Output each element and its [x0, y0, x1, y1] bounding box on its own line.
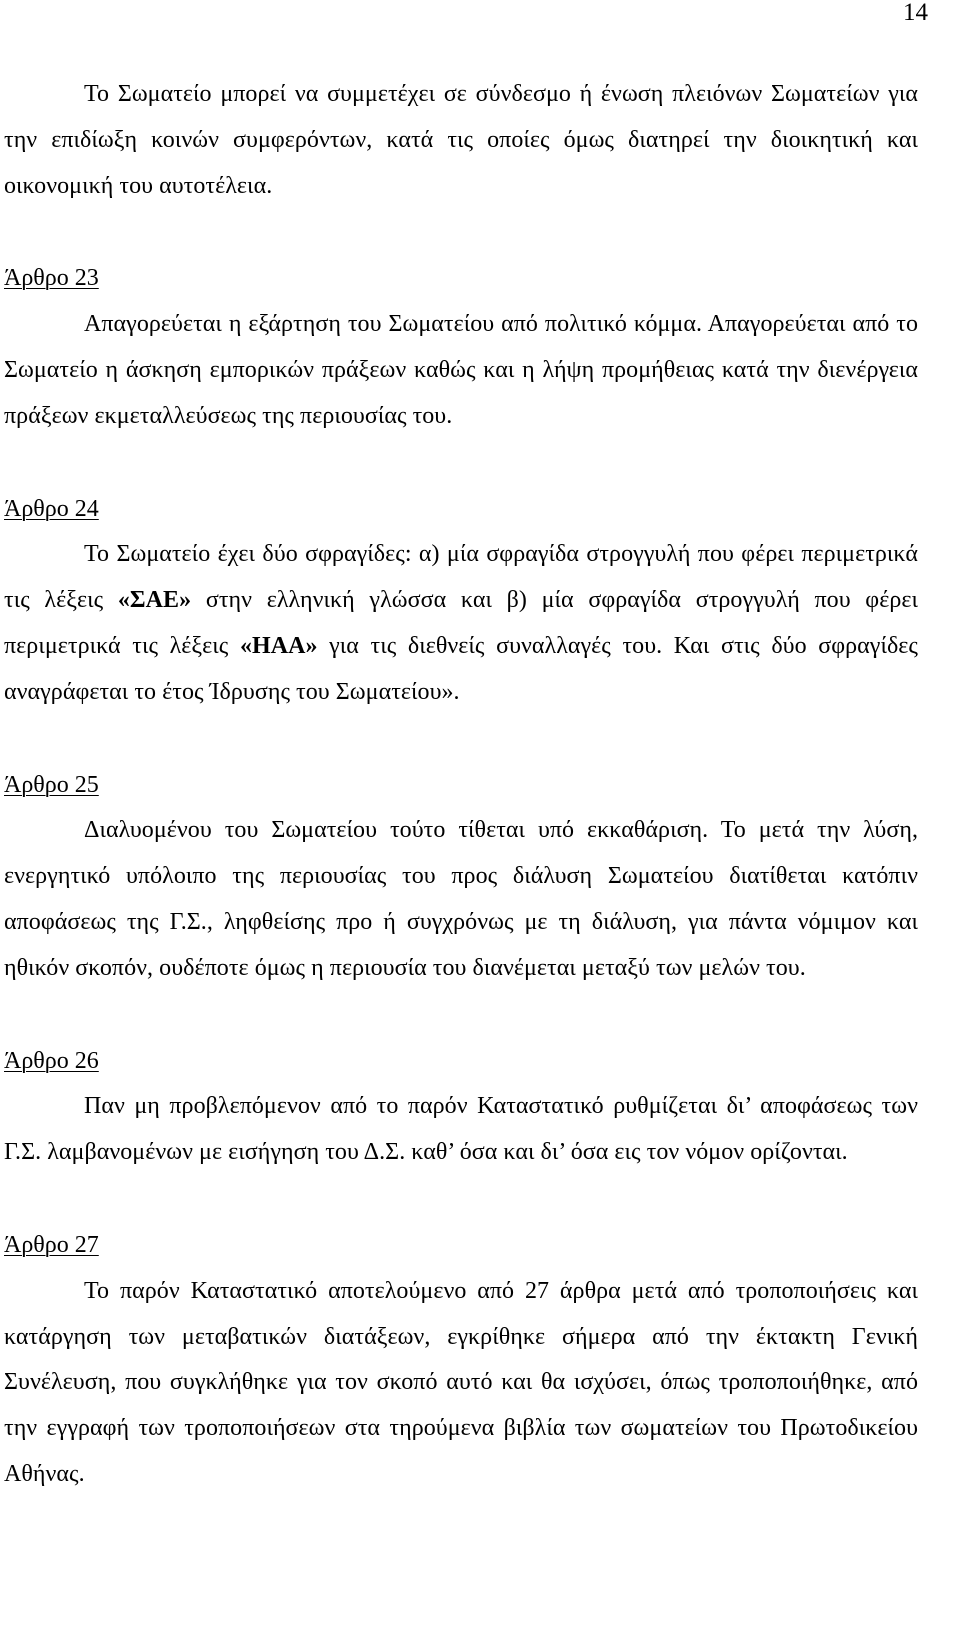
seal-name-international: «HAA»: [239, 632, 318, 659]
section-gap: [4, 209, 918, 256]
article-text-part: στην ελληνική γλώσσα και β) μία σφραγίδα στρογγυλή που φέρει περιμετρικά τις λέξεις: [4, 587, 918, 659]
section-gap: [4, 716, 918, 763]
article-heading: Άρθρο 23: [4, 265, 99, 292]
article-text-part: Το Σωματείο έχει δύο σφραγίδες: α) μία σφραγίδα στρογγυλή που φέρει περιμετρικά τις λέξεις: [4, 541, 918, 614]
article-25: [4, 763, 918, 992]
article-heading: Άρθρο 26: [4, 1047, 99, 1074]
intro-paragraph: Το Σωματείο μπορεί να συμμετέχει σε σύνδεσμο ή ένωση πλειόνων Σωματείων για την επιδίωξη κοινών συμφερόντων, κατά τις οποίες όμως διατηρεί την διοικητική και οικονομική του αυτοτέλεια.: [4, 81, 918, 199]
section-gap: [4, 1176, 918, 1223]
article-text: Απαγορεύεται η εξάρτηση του Σωματείου από πολιτικό κόμμα. Απαγορεύεται από το Σωματείο η άσκηση εμπορικών πράξεων καθώς και η λήψη προμήθειας κατά την διενέργεια πράξεων εκμεταλλεύσεως της περιουσίας του.: [4, 311, 918, 429]
section-gap: [4, 440, 918, 487]
article-27: [4, 1223, 918, 1498]
article-text-part: για τις διεθνείς συναλλαγές του. Και στις δύο σφραγίδες αναγράφεται το έτος Ίδρυσης του Σωματείου».: [4, 632, 918, 705]
article-26: [4, 1039, 918, 1176]
article-23: [4, 256, 918, 439]
seal-name-greek: «ΣΑΕ»: [117, 587, 192, 614]
article-text: Το παρόν Καταστατικό αποτελούμενο από 27 άρθρα μετά από τροποποιήσεις και κατάργηση των μεταβατικών διατάξεων, εγκρίθηκε σήμερα από την έκτακτη Γενική Συνέλευση, που συγκλήθηκε για τον σκοπό αυτό και θα ισχύσει, όπως τροποποιήθηκε, από την εγγραφή των τροποποιήσεων στα τηρούμενα βιβλία των σωματείων του Πρωτοδικείου Αθήνας.: [4, 1277, 918, 1487]
document-body: [4, 72, 918, 1498]
article-text: Παν μη προβλεπόμενον από το παρόν Καταστατικό ρυθμίζεται δι’ αποφάσεως των Γ.Σ. λαμβανομένων με εισήγηση του Δ.Σ. καθ’ όσα και δι’ όσα εις τον νόμον ορίζονται.: [4, 1093, 918, 1166]
article-24: [4, 487, 918, 716]
article-text: [4, 532, 918, 715]
article-heading: Άρθρο 24: [4, 495, 99, 522]
page-number: 14: [903, 0, 928, 26]
article-text: Διαλυομένου του Σωματείου τούτο τίθεται υπό εκκαθάριση. Το μετά την λύση, ενεργητικό υπόλοιπο της περιουσίας του προς διάλυση Σωματείου διατίθεται κατόπιν αποφάσεως της Γ.Σ., ληφθείσης προ ή συγχρόνως με τη διάλυση, για πάντα νόμιμον και ηθικόν σκοπόν, ουδέποτε όμως η περιουσία του διανέμεται μεταξύ των μελών του.: [4, 817, 918, 981]
section-gap: [4, 992, 918, 1039]
article-heading: Άρθρο 25: [4, 771, 99, 798]
article-heading: Άρθρο 27: [4, 1231, 99, 1258]
